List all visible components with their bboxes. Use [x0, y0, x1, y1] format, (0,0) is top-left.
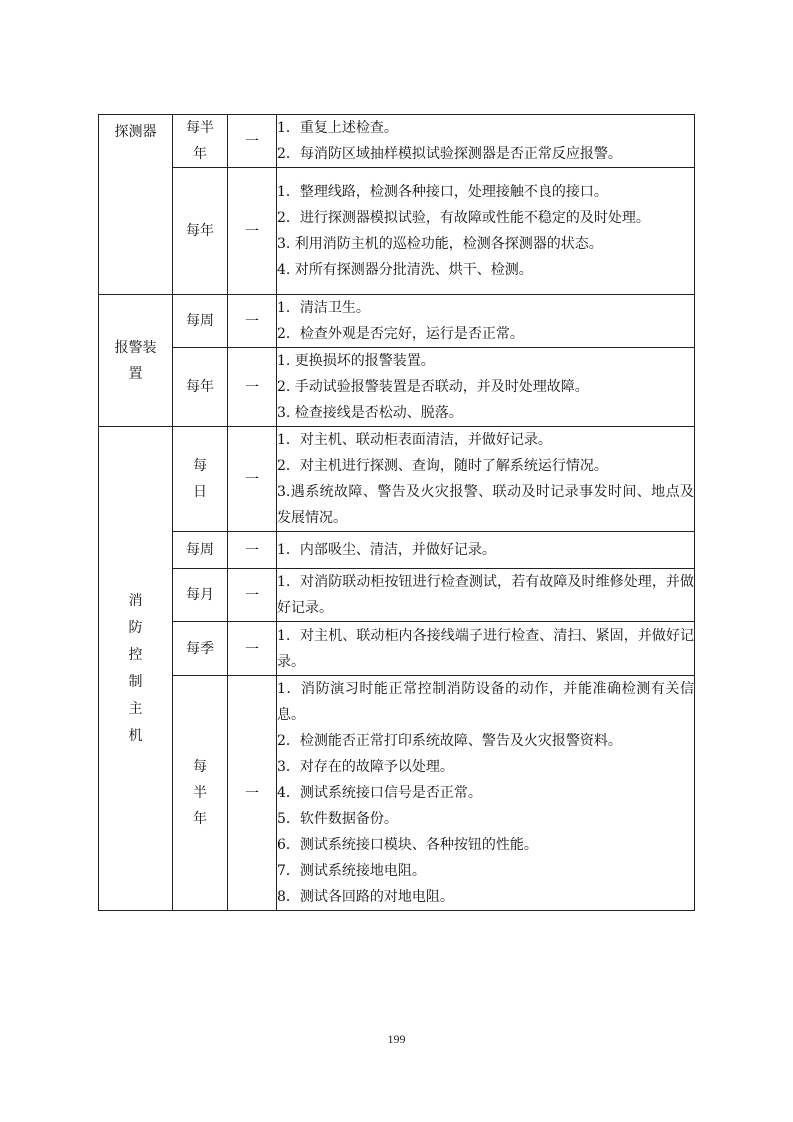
equipment-label: 探测器: [114, 124, 157, 140]
maintenance-item: 1. 更换损坏的报警装置。: [277, 353, 435, 369]
items-cell: [277, 569, 695, 622]
maintenance-item: 3．对存在的故障予以处理。: [277, 759, 454, 775]
period-label: 每月: [186, 587, 214, 603]
page-number: 199: [387, 1032, 406, 1046]
table-row: [99, 115, 695, 168]
equipment-label: 消 防 控 制 主 机: [128, 592, 143, 744]
period-cell: [173, 427, 228, 532]
level-label: 一: [245, 472, 259, 488]
equipment-label: 报警装 置: [114, 339, 157, 382]
maintenance-item: 1．消防演习时能正常控制消防设备的动作，并能准确检测有关信息。: [277, 681, 694, 723]
maintenance-item: 2．对主机进行探测、查询，随时了解系统运行情况。: [277, 458, 608, 474]
period-cell: [173, 115, 228, 168]
maintenance-item: 1．对主机、联动柜内各接线端子进行检查、清扫、紧固，并做好记录。: [277, 627, 694, 670]
maintenance-item: 8．测试各回路的对地电阻。: [277, 889, 454, 905]
table-row: [99, 168, 695, 295]
maintenance-item: 2. 手动试验报警装置是否联动，并及时处理故障。: [277, 379, 589, 395]
level-cell: [228, 622, 277, 676]
level-label: 一: [245, 314, 259, 330]
period-cell: [173, 676, 228, 911]
period-label: 每 日: [193, 458, 207, 500]
level-label: 一: [245, 543, 259, 559]
maintenance-item: 2．检测能否正常打印系统故障、警告及火灾报警资料。: [277, 733, 622, 749]
period-label: 每 半 年: [193, 759, 207, 827]
items-cell: [277, 115, 695, 168]
items-cell: [277, 676, 695, 911]
level-label: 一: [245, 134, 259, 150]
level-cell: [228, 427, 277, 532]
maintenance-item: 6．测试系统接口模块、各种按钮的性能。: [277, 837, 538, 853]
level-cell: [228, 676, 277, 911]
maintenance-item: 1．重复上述检查。: [277, 120, 398, 136]
table-row: [99, 569, 695, 622]
table-row: [99, 295, 695, 348]
period-label: 每周: [186, 313, 214, 329]
maintenance-item: 3. 利用消防主机的巡检功能，检测各探测器的状态。: [277, 236, 603, 252]
level-label: 一: [245, 224, 259, 240]
level-cell: [228, 295, 277, 348]
maintenance-item: 1．清洁卫生。: [277, 300, 370, 316]
period-label: 每周: [186, 542, 214, 558]
level-cell: [228, 115, 277, 168]
period-label: 每年: [186, 379, 214, 395]
items-cell: [277, 622, 695, 676]
period-cell: [173, 532, 228, 569]
items-cell: [277, 427, 695, 532]
items-cell: [277, 348, 695, 427]
maintenance-item: 2．进行探测器模拟试验，有故障或性能不稳定的及时处理。: [277, 210, 650, 226]
period-cell: [173, 295, 228, 348]
period-cell: [173, 168, 228, 295]
period-label: 每半 年: [186, 120, 214, 162]
items-cell: [277, 168, 695, 295]
equipment-cell: [99, 427, 173, 911]
level-label: 一: [245, 786, 259, 802]
maintenance-item: 1．对主机、联动柜表面清洁，并做好记录。: [277, 432, 552, 448]
maintenance-table: [98, 114, 695, 911]
maintenance-item: 1．对消防联动柜按钮进行检查测试，若有故障及时维修处理，并做好记录。: [277, 574, 694, 616]
level-cell: [228, 569, 277, 622]
level-label: 一: [245, 641, 259, 658]
maintenance-item: 1．内部吸尘、清洁，并做好记录。: [277, 542, 496, 558]
period-label: 每年: [186, 223, 214, 239]
period-cell: [173, 348, 228, 427]
maintenance-item: 3. 检查接线是否松动、脱落。: [277, 405, 463, 421]
level-cell: [228, 348, 277, 427]
period-cell: [173, 622, 228, 676]
table-row: [99, 676, 695, 911]
maintenance-item: 3.遇系统故障、警告及火灾报警、联动及时记录事发时间、地点及发展情况。: [277, 484, 694, 526]
level-cell: [228, 168, 277, 295]
equipment-cell: [99, 295, 173, 427]
table-row: [99, 427, 695, 532]
maintenance-item: 5．软件数据备份。: [277, 811, 398, 827]
table-row: [99, 622, 695, 676]
maintenance-item: 1．整理线路，检测各种接口，处理接触不良的接口。: [277, 184, 608, 200]
items-cell: [277, 532, 695, 569]
equipment-cell: [99, 115, 173, 295]
period-cell: [173, 569, 228, 622]
maintenance-item: 4．测试系统接口信号是否正常。: [277, 785, 482, 801]
level-label: 一: [245, 588, 259, 604]
items-cell: [277, 295, 695, 348]
level-label: 一: [245, 380, 259, 396]
maintenance-item: 2．检查外观是否完好，运行是否正常。: [277, 326, 524, 342]
table-row: [99, 532, 695, 569]
maintenance-item: 7．测试系统接地电阻。: [277, 863, 426, 879]
period-label: 每季: [186, 640, 214, 657]
table-row: [99, 348, 695, 427]
level-cell: [228, 532, 277, 569]
maintenance-item: 2．每消防区域抽样模拟试验探测器是否正常反应报警。: [277, 146, 622, 162]
maintenance-item: 4. 对所有探测器分批清洗、烘干、检测。: [277, 262, 533, 278]
